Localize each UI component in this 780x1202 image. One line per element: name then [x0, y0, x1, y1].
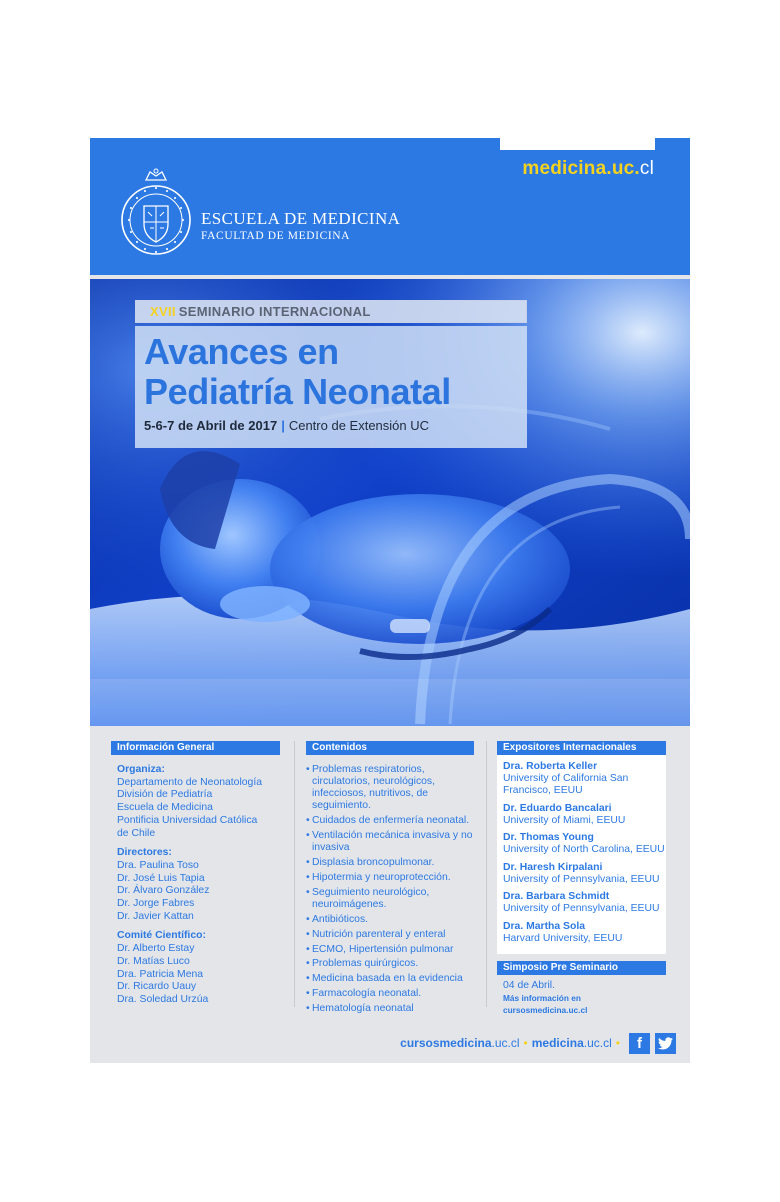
content-item	[306, 973, 474, 985]
info-section-line: Dra. Soledad Urzúa	[117, 993, 209, 1005]
pre-symposium-date: 04 de Abril.	[503, 980, 555, 991]
site-url[interactable]: medicina.uc.cl	[522, 158, 654, 179]
content-item-text: Seguimiento neurológico, neuroimágenes.	[312, 886, 430, 910]
content-item	[306, 830, 474, 854]
content-item-text: Problemas respiratorios, circulatorios, neurológicos, infecciosos, nutritivos, de seguimiento.	[312, 764, 436, 812]
speaker-affiliation: University of Pennsylvania, EEUU	[503, 903, 660, 915]
speaker-name: Dra. Barbara Schmidt	[503, 891, 610, 903]
info-section-line: Dr. Álvaro González	[117, 885, 210, 897]
info-section-line: Dr. José Luis Tapia	[117, 872, 205, 884]
content-item	[306, 929, 474, 941]
edition-label: SEMINARIO INTERNACIONAL	[178, 304, 371, 319]
content-item	[306, 988, 474, 1000]
info-section-line: Dr. Ricardo Uauy	[117, 981, 197, 993]
general-info-body	[111, 755, 280, 1007]
twitter-icon[interactable]	[655, 1033, 676, 1054]
info-section-line: Dr. Alberto Estay	[117, 943, 195, 955]
contents-list	[306, 755, 474, 1015]
speakers-list	[497, 755, 666, 954]
content-item-text: Nutrición parenteral y enteral	[312, 928, 446, 940]
content-item	[306, 958, 474, 970]
speaker-name: Dr. Eduardo Bancalari	[503, 802, 612, 814]
event-dates: 5-6-7 de Abril de 2017	[144, 418, 278, 433]
speaker-name: Dr. Thomas Young	[503, 832, 594, 844]
info-section	[117, 847, 280, 923]
speaker-entry	[503, 803, 666, 827]
bullet-dot: •	[306, 871, 310, 883]
bullet-dot: •	[306, 988, 310, 1000]
speaker-affiliation: University of Pennsylvania, EEUU	[503, 873, 660, 885]
bullet-dot: •	[306, 958, 310, 970]
info-section-line: Pontificia Universidad Católica	[117, 814, 258, 826]
content-item	[306, 944, 474, 956]
header-bar	[90, 138, 690, 275]
content-item	[306, 815, 474, 827]
faculty-title: FACULTAD DE MEDICINA	[201, 230, 351, 242]
content-item-text: Antibióticos.	[312, 913, 369, 925]
contents-column	[306, 741, 474, 1018]
bullet-dot: •	[306, 973, 310, 985]
content-item-text: ECMO, Hipertensión pulmonar	[312, 943, 454, 955]
contents-heading: Contenidos	[306, 741, 474, 755]
info-section	[117, 764, 280, 840]
speaker-name: Dra. Martha Sola	[503, 920, 585, 932]
edition-strip	[135, 300, 527, 323]
content-item-text: Cuidados de enfermería neonatal.	[312, 815, 470, 827]
courses-link[interactable]: cursosmedicina.uc.cl	[400, 1036, 520, 1050]
footer-bullet: •	[615, 1036, 620, 1050]
separator: |	[281, 418, 285, 433]
content-item-text: Displasia broncopulmonar.	[312, 857, 435, 869]
info-section-line: Dr. Jorge Fabres	[117, 898, 195, 910]
content-item	[306, 914, 474, 926]
info-section-line: Departamento de Neonatología	[117, 776, 262, 788]
speaker-entry	[503, 832, 666, 856]
column-divider	[486, 741, 487, 1007]
header-tab	[500, 138, 655, 150]
event-title-line-2: Pediatría Neonatal	[144, 371, 451, 412]
footer	[400, 1032, 676, 1054]
info-section-line: Dr. Javier Kattan	[117, 910, 194, 922]
pre-symposium-more-info: Más información en cursosmedicina.uc.cl	[503, 993, 588, 1015]
general-info-heading: Información General	[111, 741, 280, 755]
pre-symposium	[497, 961, 666, 1016]
footer-bullet: •	[523, 1036, 528, 1050]
column-divider	[294, 741, 295, 1007]
bullet-dot: •	[306, 928, 310, 940]
info-section	[117, 930, 280, 1006]
speaker-entry	[503, 862, 666, 886]
info-section-line: Dra. Paulina Toso	[117, 859, 199, 871]
event-date-venue	[144, 418, 527, 433]
speaker-affiliation: University of California San Francisco, EEUU	[503, 773, 629, 797]
event-title-box	[135, 300, 527, 448]
poster	[90, 138, 690, 1063]
speaker-entry	[503, 921, 666, 945]
info-section-line: Dra. Patricia Mena	[117, 968, 204, 980]
speaker-entry	[503, 761, 666, 797]
facebook-icon[interactable]	[629, 1033, 650, 1054]
speaker-affiliation: University of Miami, EEUU	[503, 814, 626, 826]
edition-number: XVII	[150, 304, 176, 319]
info-section-title: Comité Científico:	[117, 930, 206, 942]
facebook-glyph: f	[637, 1034, 642, 1052]
bullet-dot: •	[306, 913, 310, 925]
info-section-title: Organiza:	[117, 764, 165, 775]
content-item-text: Medicina basada en la evidencia	[312, 973, 463, 985]
speaker-name: Dr. Haresh Kirpalani	[503, 861, 603, 873]
content-item-text: Farmacología neonatal.	[312, 988, 422, 1000]
pre-symposium-body	[497, 975, 666, 1016]
general-info-column	[111, 741, 280, 1014]
site-link[interactable]: medicina.uc.cl	[531, 1036, 612, 1050]
speaker-affiliation: University of North Carolina, EEUU	[503, 844, 665, 856]
event-venue: Centro de Extensión UC	[288, 418, 430, 433]
school-title: ESCUELA DE MEDICINA	[201, 209, 401, 228]
info-section-line: de Chile	[117, 827, 156, 839]
speakers-column	[497, 741, 666, 1016]
title-panel	[135, 326, 527, 448]
content-item	[306, 872, 474, 884]
content-item	[306, 764, 474, 812]
bullet-dot: •	[306, 1003, 310, 1015]
hero-image	[90, 279, 690, 726]
info-section-line: Dr. Matías Luco	[117, 955, 190, 967]
event-title-line-1: Avances en	[144, 331, 339, 372]
content-item	[306, 857, 474, 869]
info-section-line: División de Pediatría	[117, 789, 213, 801]
content-item-text: Hipotermia y neuroprotección.	[312, 871, 451, 883]
university-seal-icon	[120, 166, 192, 260]
info-section-line: Escuela de Medicina	[117, 802, 213, 814]
twitter-bird-icon	[658, 1037, 673, 1050]
pre-symposium-heading: Simposio Pre Seminario	[497, 961, 666, 975]
bullet-dot: •	[306, 886, 310, 898]
content-item	[306, 887, 474, 911]
bullet-dot: •	[306, 815, 310, 827]
content-item	[306, 1003, 474, 1015]
school-name	[201, 209, 400, 242]
speaker-entry	[503, 891, 666, 915]
speaker-affiliation: Harvard University, EEUU	[503, 932, 623, 944]
bullet-dot: •	[306, 943, 310, 955]
speaker-name: Dra. Roberta Keller	[503, 761, 598, 772]
content-item-text: Ventilación mecánica invasiva y no invasiva	[312, 830, 473, 854]
info-section-title: Directores:	[117, 847, 172, 859]
content-item-text: Hematología neonatal	[312, 1003, 414, 1015]
bullet-dot: •	[306, 857, 310, 869]
speakers-heading: Expositores Internacionales	[497, 741, 666, 755]
bullet-dot: •	[306, 830, 310, 842]
content-item-text: Problemas quirúrgicos.	[312, 958, 419, 970]
bullet-dot: •	[306, 764, 310, 775]
